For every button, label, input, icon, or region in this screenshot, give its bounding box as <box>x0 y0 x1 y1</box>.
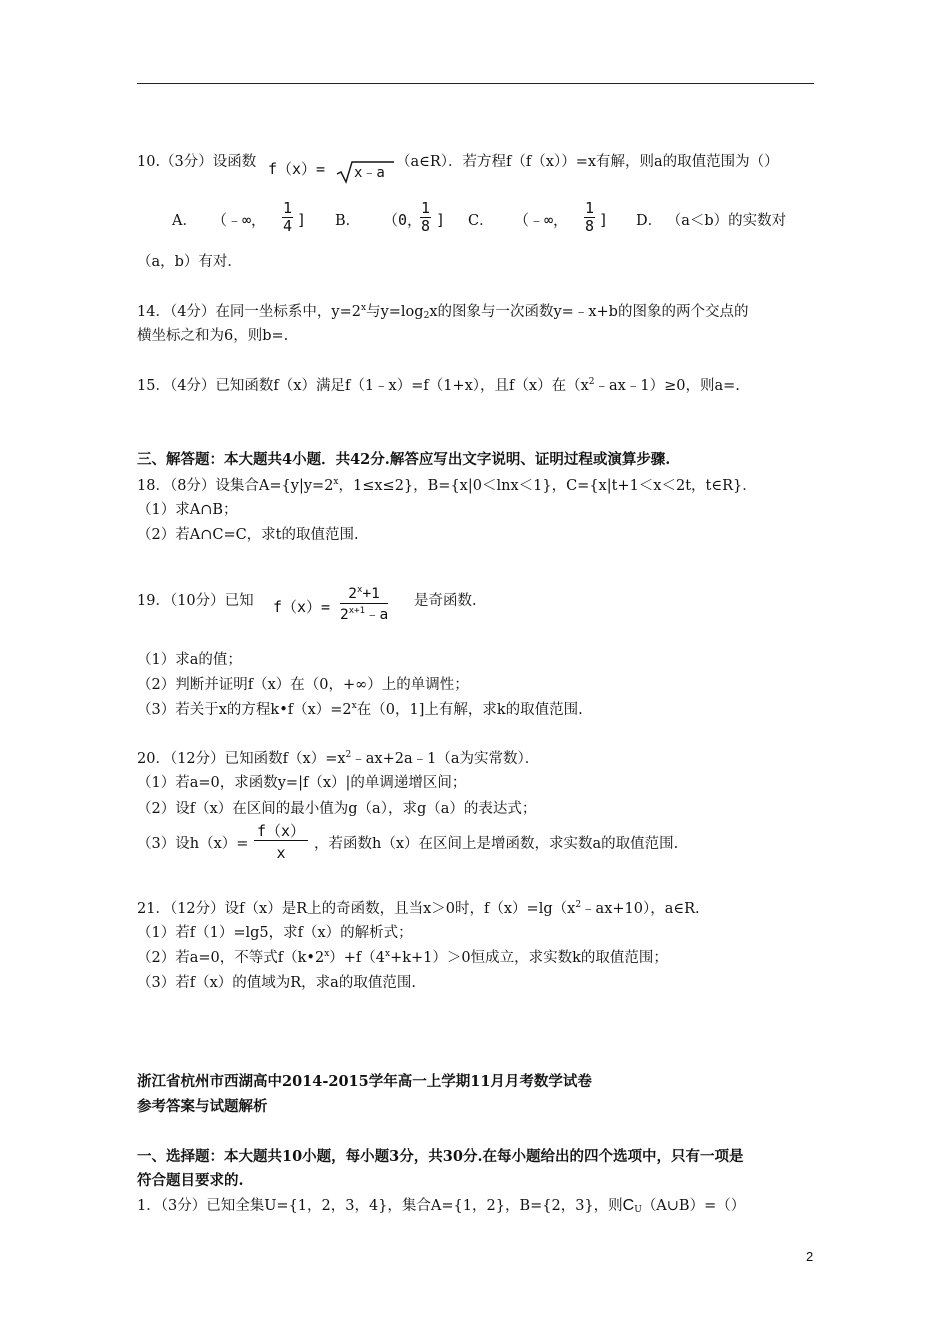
q19-suffix: 是奇函数. <box>414 593 477 609</box>
page-number: 2 <box>806 1249 814 1264</box>
q21-stem: 21．（12分）设f（x）是R上的奇函数，且当x＞0时，$f(x)=\lg(x^2﹣ax+10)$，a∈R. <box>137 900 700 917</box>
q10-option-a-right: ] <box>297 211 307 229</box>
question-15: 15．（4分）已知函数f（x）满足f（1﹣x）=f（1+x），且f（x）在$(x^2﹣ax﹣1)\ge 0$，则a=. <box>137 377 740 394</box>
fraction-numerator: $2^x+1$ <box>340 586 388 604</box>
q18-stem: 18．（8分）设集合$A=\{y|y=2^x$，1≤x≤2}，B={x|0＜lnx＜1}，C={x|t+1＜x＜2t，t∈R}． <box>137 477 757 494</box>
q10-option-c-right: ] <box>599 211 609 229</box>
fraction-denominator: 8 <box>585 217 595 235</box>
q18-part-2: （2）若A∩C=C，求t的取值范围. <box>137 527 359 543</box>
q10-option-b-left: （0， <box>383 211 423 229</box>
answers-subtitle: 参考答案与试题解析 <box>137 1098 268 1115</box>
q18-part-1: （1）求A∩B； <box>137 502 238 518</box>
q10-option-d: D． （a＜b）的实数对 <box>636 213 787 229</box>
q14-line2: 横坐标之和为6，则b=. <box>137 328 289 344</box>
q10-line2: （a，b）有对． <box>137 254 242 270</box>
fraction-numerator: 1 <box>283 199 293 217</box>
q19-part-2: （2）判断并证明f（x）在（0，+∞）上的单调性； <box>137 677 469 693</box>
q20-part-3-prefix: （3）设h（x）= <box>137 836 249 852</box>
q10-func-lhs: f（x）= <box>268 160 326 178</box>
q20-part-1: （1）若a=0，求函数y=|f（x）|的单调递增区间； <box>137 775 467 791</box>
answers-section-1-line1: 一、选择题：本大题共10小题，每小题3分，共30分.在每小题给出的四个选项中，只有一项是 <box>137 1148 744 1165</box>
q10-option-a-left: （﹣∞， <box>212 211 267 229</box>
q19-prefix: 19．（10分）已知 <box>137 593 254 609</box>
fraction-numerator: 1 <box>585 199 595 217</box>
q10-option-b-fraction <box>420 200 431 235</box>
header-rule <box>137 83 814 84</box>
q20-part-3-suffix: ，若函数h（x）在区间上是增函数，求实数a的取值范围. <box>314 836 679 852</box>
fraction-denominator: x <box>276 844 286 862</box>
fraction-numerator: 1 <box>421 199 431 217</box>
q20-fraction <box>254 823 308 862</box>
answers-section-1-line2: 符合题目要求的. <box>137 1172 244 1189</box>
q10-option-a-label: A． <box>172 213 197 229</box>
q14-line1: 14．（4分）在同一坐标系中，$y=2^x$与$y=\log_2x$的图象与一次函数y=﹣x+b的图象的两个交点的 <box>137 303 749 321</box>
q19-part-3: （3）若关于x的方程$k•f(x)=2^x$在（0，1]上有解，求k的取值范围. <box>137 701 583 718</box>
q19-fraction <box>340 586 388 624</box>
fraction-denominator: 4 <box>283 217 293 235</box>
q10-prefix: 10.（3分）设函数 <box>137 154 257 170</box>
q10-option-c-left: （﹣∞， <box>514 211 569 229</box>
q20-part-2: （2）设f（x）在区间的最小值为g（a），求g（a）的表达式； <box>137 801 537 817</box>
q10-option-b-right: ] <box>436 211 446 229</box>
q10-suffix: （a∈R）．若方程f（f（x））=x有解，则a的取值范围为（） <box>396 154 779 170</box>
q21-part-2: （2）若a=0，不等式$f(k•2^x)+f(4^x+k+1)>0$恒成立，求实数k的取值范围； <box>137 949 668 966</box>
q10-option-a-fraction <box>282 200 293 235</box>
q19-func-lhs: f（x）= <box>273 598 331 616</box>
fraction-numerator: f（x） <box>254 823 308 841</box>
q21-part-1: （1）若f（1）=lg5，求f（x）的解析式； <box>137 925 413 941</box>
fraction-denominator: $2^{x+1}﹣a$ <box>340 606 389 623</box>
q20-stem: 20．（12分）已知函数$f(x)=x^2﹣ax+2a﹣1(a$为实常数）． <box>137 750 540 767</box>
answers-q1: 1．（3分）已知全集U={1，2，3，4}，集合A={1，2}，B={2，3}，则$C_U(A\cup B)=()$ <box>137 1197 746 1215</box>
q10-option-b-label: B． <box>335 213 361 229</box>
section-3-heading: 三、解答题：本大题共4小题．共42分.解答应写出文字说明、证明过程或演算步骤. <box>137 451 671 468</box>
q19-part-1: （1）求a的值； <box>137 652 242 668</box>
answers-title: 浙江省杭州市西湖高中2014-2015学年高一上学期11月月考数学试卷 <box>137 1073 592 1090</box>
q10-option-c-fraction <box>584 200 595 235</box>
q21-part-3: （3）若f（x）的值域为R，求a的取值范围. <box>137 975 416 991</box>
fraction-denominator: 8 <box>421 217 431 235</box>
q10-radicand: x﹣a <box>354 165 385 181</box>
q10-option-c-label: C． <box>468 213 494 229</box>
